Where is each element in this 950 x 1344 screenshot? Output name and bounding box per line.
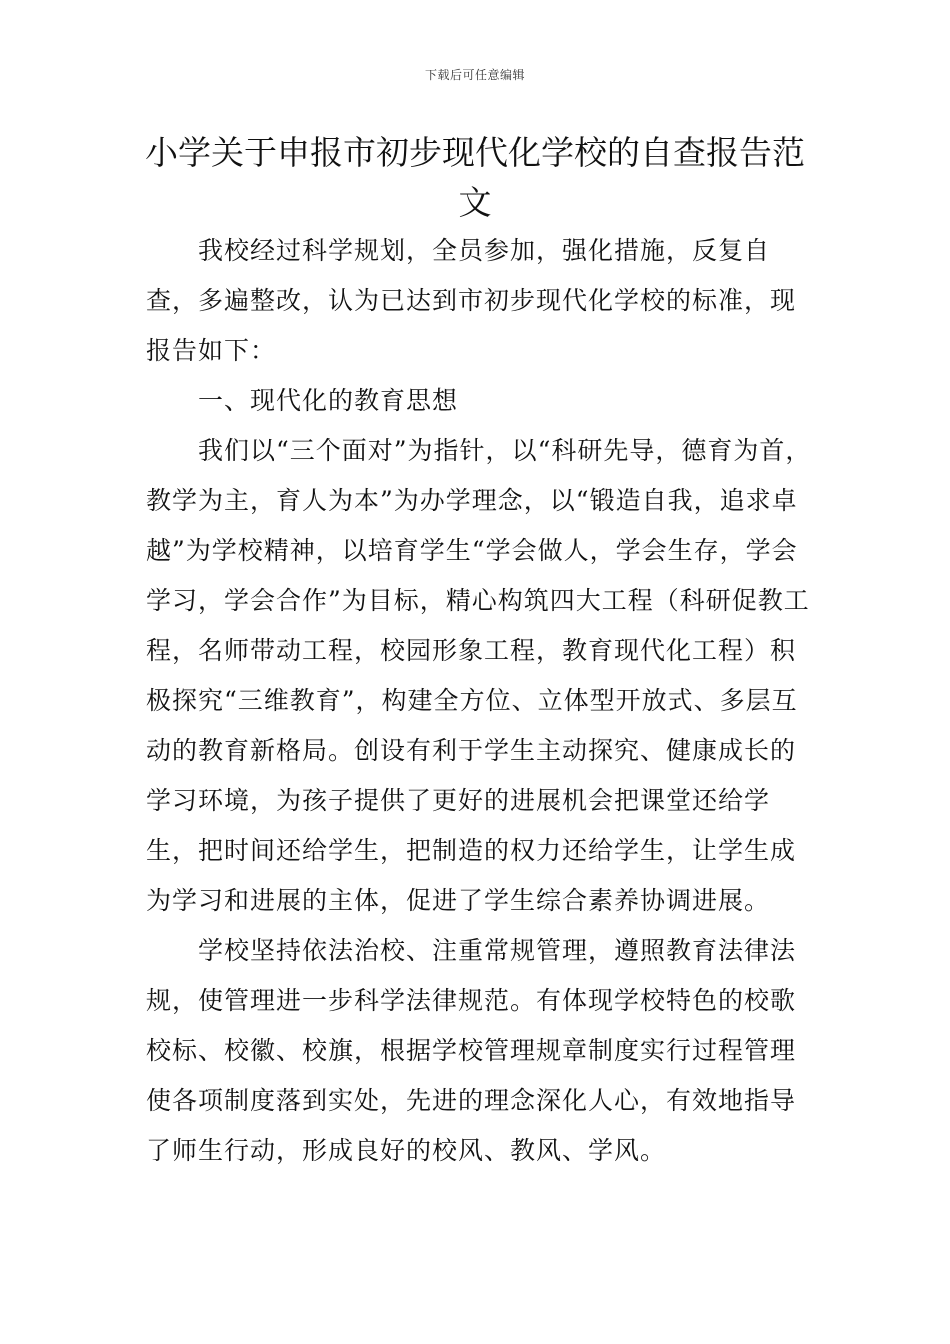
document-body [146, 226, 816, 1176]
body-paragraph: 我们以“三个面对”为指针，以“科研先导，德育为首，教学为主，育人为本”为办学理念，以“锻造自我，追求卓越”为学校精神，以培育学生“学会做人，学会生存，学会学习，学会合作”为目标，精心构筑四大工程（科研促教工程，名师带动工程，校园形象工程，教育现代化工程）积极探究“三维教育”，构建全方位、立体型开放式、多层互动的教育新格局。创设有利于学生主动探究、健康成长的学习环境，为孩子提供了更好的进展机会把课堂还给学生，把时间还给学生，把制造的权力还给学生，让学生成为学习和进展的主体，促进了学生综合素养协调进展。 [146, 436, 812, 915]
intro-paragraph: 我校经过科学规划，全员参加，强化措施，反复自查，多遍整改，认为已达到市初步现代化学校的标准，现报告如下： [146, 236, 797, 365]
header-note: 下载后可任意编辑 [424, 68, 525, 82]
document-title: 小学关于申报市初步现代化学校的自查报告范文 [145, 133, 805, 222]
body-paragraph: 学校坚持依法治校、注重常规管理，遵照教育法律法规，使管理进一步科学法律规范。有体现学校特色的校歌校标、校徽、校旗，根据学校管理规章制度实行过程管理使各项制度落到实处，先进的理念深化人心，有效地指导了师生行动，形成良好的校风、教风、学风。 [146, 936, 797, 1165]
section-heading: 一、现代化的教育思想 [198, 386, 459, 415]
